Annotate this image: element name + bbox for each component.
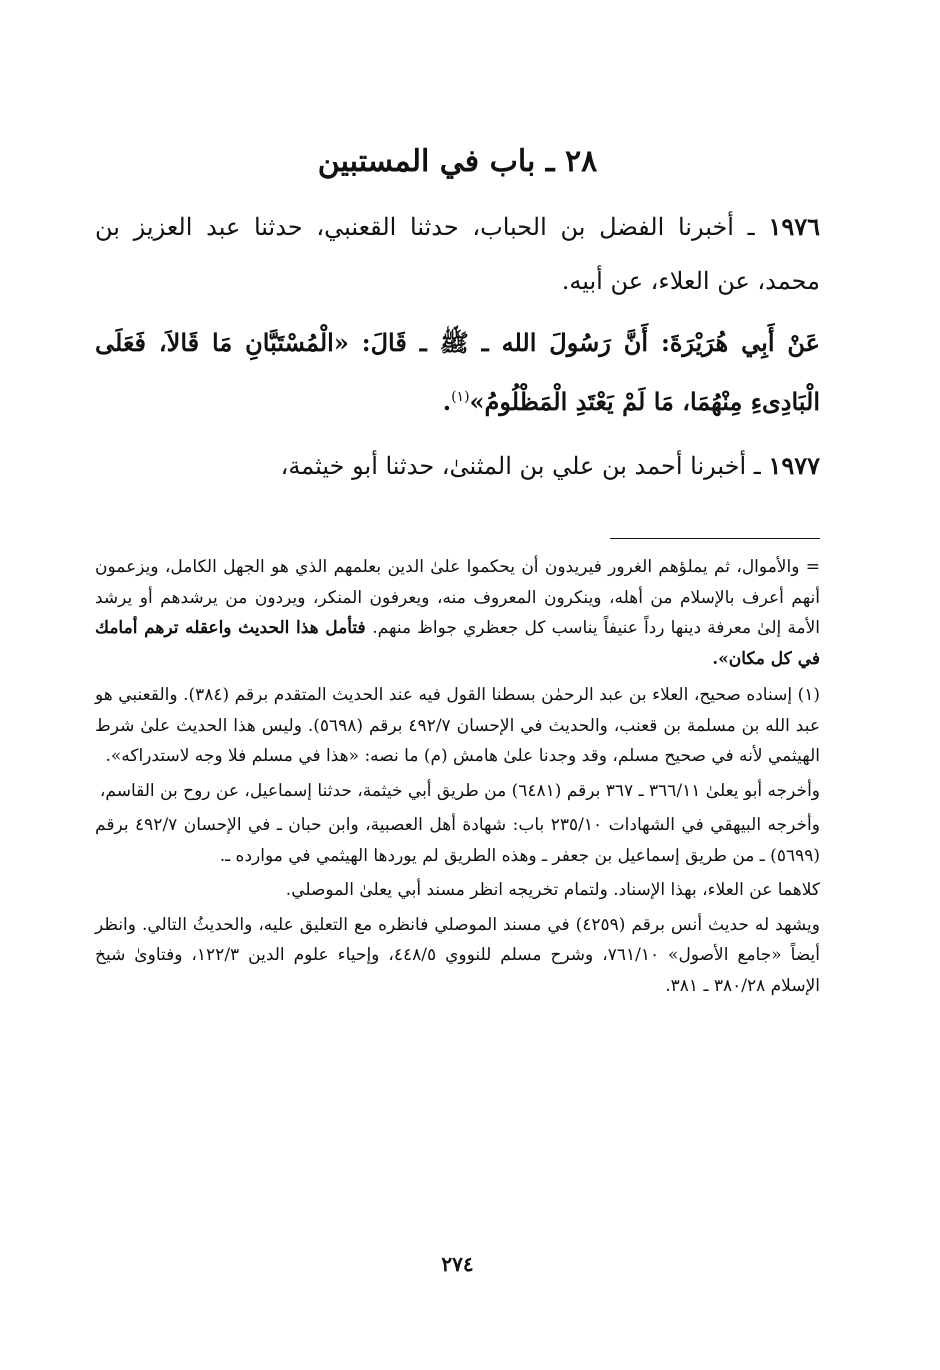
hadith-text-paragraph xyxy=(95,316,820,429)
hadith-text-end: . xyxy=(442,387,452,416)
footnote-continuation xyxy=(95,552,820,674)
main-text xyxy=(95,200,820,493)
hadith-number-1977: ١٩٧٧ xyxy=(768,451,820,480)
footnote-continuation-bold: فتأمل هذا الحديث واعقله ترهم أمامك في كل مكان». xyxy=(95,618,820,669)
footnote-1: (١) إسناده صحيح، العلاء بن عبد الرحمٰن بسطنا القول فيه عند الحديث المتقدم برقم (٣٨٤). والقعنبي هو عبد الله بن مسلمة بن قعنب، والحديث في الإحسان ٤٩٢/٧ برقم (٥٦٩٨). وليس هذا الحديث علىٰ شرط الهيثمي لأنه في صحيح مسلم، وقد وجدنا علىٰ هامش (م) ما نصه: «هذا في مسلم فلا وجه لاستدراكه». xyxy=(95,685,820,766)
page xyxy=(95,0,820,1370)
footnote-paragraph-5: ويشهد له حديث أنس برقم (٤٢٥٩) في مسند الموصلي فانظره مع التعليق عليه، والحديثُ التالي. وانظر أيضاً «جامع الأصول» ٧٦١/١٠، وشرح مسلم للنووي ٤٤٨/٥، وإحياء علوم الدين ١٢٢/٣، وفتاوىٰ شيخ الإسلام ٣٨٠/٢٨ ـ ٣٨١. xyxy=(95,914,820,996)
footnote-paragraph-4: كلاهما عن العلاء، بهذا الإسناد. ولتمام تخريجه انظر مسند أبي يعلىٰ الموصلي. xyxy=(285,880,820,900)
hadith-1976-paragraph xyxy=(95,200,820,308)
hadith-1976-isnad: ـ أخبرنا الفضل بن الحباب، حدثنا القعنبي، حدثنا عبد العزيز بن محمد، عن العلاء، عن أبيه. xyxy=(95,213,820,295)
hadith-1977-paragraph xyxy=(95,439,820,493)
chapter-title: ٢٨ ـ باب في المستبين xyxy=(317,144,598,179)
hadith-number-1976: ١٩٧٦ xyxy=(768,212,820,241)
page-number: ٢٧٤ xyxy=(441,1252,474,1276)
footnote-paragraph-2: وأخرجه أبو يعلىٰ ٣٦٦/١١ ـ ٣٦٧ برقم (٦٤٨١) من طريق أبي خيثمة، حدثنا إسماعيل، عن روح بن القاسم، xyxy=(99,780,820,801)
footnote-separator xyxy=(610,538,820,539)
footnote-continuation-text: = والأموال، ثم يملؤهم الغرور فيريدون أن يحكموا علىٰ الدين بعلمهم الذي هو الجهل الكامل، ويزعمون أنهم أعرف بالإسلام من أهله، وينكرون المعروف منه، ويعرفون المنكر، ويردون من يرشدهم أو يرشد الأمة إلىٰ معرفة دينها رداً عنيفاً يناسب كل جعظري جواظ منهم. xyxy=(95,557,821,638)
footnotes xyxy=(95,552,820,1001)
hadith-text: عَنْ أَبِي هُرَيْرَةَ: أَنَّ رَسُولَ الله ـ ﷺ ـ قَالَ: «الْمُسْتَبَّانِ مَا قَالاَ، فَعَلَى الْبَادِىءِ مِنْهُمَا، مَا لَمْ يَعْتَدِ الْمَظْلُومُ» xyxy=(95,328,820,416)
hadith-1977-isnad: ـ أخبرنا أحمد بن علي بن المثنىٰ، حدثنا أبو خيثمة، xyxy=(280,452,769,480)
footnote-reference: (١) xyxy=(451,389,470,405)
footnote-paragraph-3: وأخرجه البيهقي في الشهادات ٢٣٥/١٠ باب: شهادة أهل العصبية، وابن حبان ـ في الإحسان ٤٩٢/٧ برقم (٥٦٩٩) ـ من طريق إسماعيل بن جعفر ـ وهذه الطريق لم يوردها الهيثمي في موارده ـ. xyxy=(95,815,820,866)
